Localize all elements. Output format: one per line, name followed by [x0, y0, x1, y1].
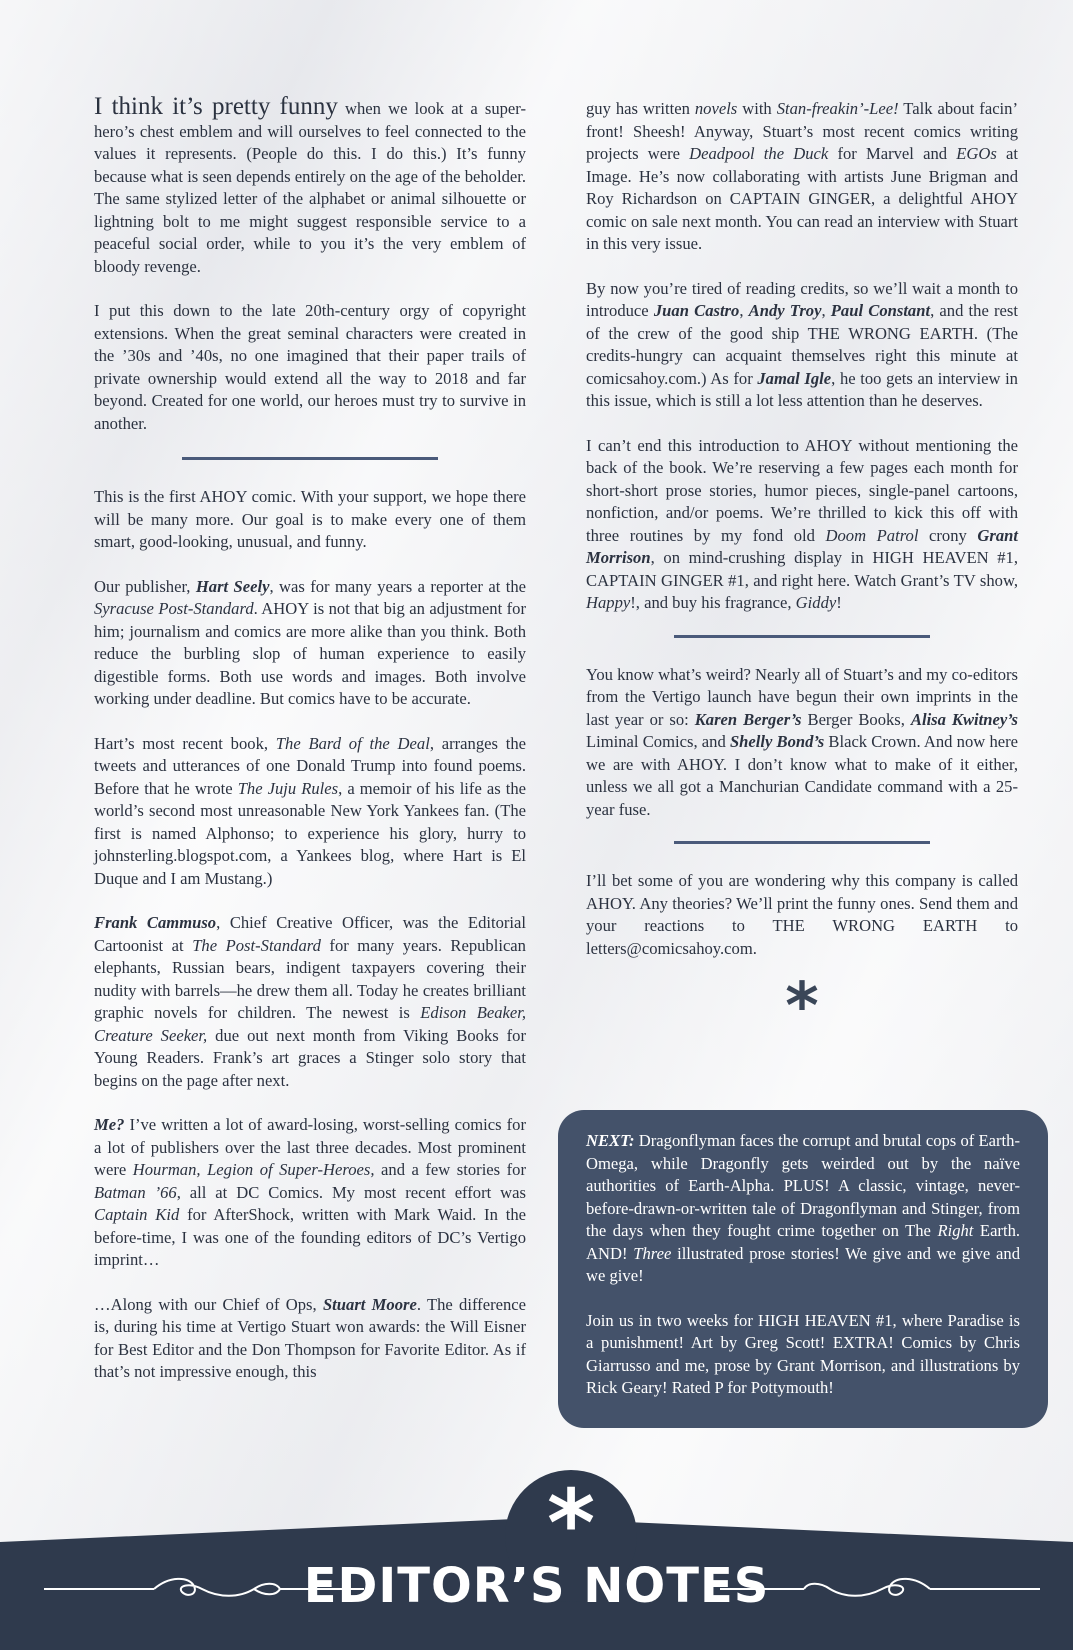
person-name: Alisa Kwitney’s	[910, 709, 1018, 729]
ahoy-name-paragraph: I’ll bet some of you are wondering why this company is called AHOY. Any theories? We’ll print the funny ones. Send them and your reactions to THE WRONG EARTH to letters@comicsahoy.com.	[586, 871, 1018, 958]
high-heaven-paragraph: Join us in two weeks for HIGH HEAVEN #1, where Paradise is a punishment! Art by Greg Scott! EXTRA! Comics by Chris Giarrusso and me, prose by Grant Morrison, and illustrations by Rick Geary! Rated P for Pottymouth!	[586, 1310, 1020, 1397]
text-span: Liminal Comics, and	[586, 732, 730, 751]
copyright-paragraph: I put this down to the late 20th-century orgy of copyright extensions. When the great seminal characters were created in the ’30s and ’40s, no one imagined that their paper trails of private ownership would extend all the way to 2018 and far beyond. Created for one world, our heroes must try to survive in another.	[94, 301, 526, 433]
book-title: Edison Beaker, Creature Seeker,	[94, 1003, 526, 1045]
publisher-paragraph	[94, 576, 526, 711]
emphasis: Stan-freakin’-Lee!	[776, 99, 899, 118]
text-span: Our publisher,	[94, 576, 196, 596]
text-span: . The difference is, during his time at Vertigo Stuart won awards: the Will Eisner for Best Editor and the Don Thompson for Favorite Editor. As if that’s not impressive enough, this	[94, 1294, 526, 1381]
emphasis: Three	[633, 1243, 672, 1263]
comic-title: EGOs	[956, 144, 997, 163]
text-span: with	[737, 99, 777, 118]
back-of-book-paragraph	[586, 435, 1018, 615]
text-span: at Image. He’s now collaborating with artists June Brigman and Roy Richardson on CAPTAIN GINGER, a delightful AHOY comic on sale next month. You can read an interview with Stuart in this very issue.	[586, 144, 1018, 253]
text-span: , Chief Creative Officer, was the Editorial Cartoonist at	[94, 913, 526, 955]
next-issue-box	[558, 1110, 1048, 1428]
intro-paragraph	[94, 93, 526, 278]
text-span: , was for many years a reporter at the	[269, 576, 526, 596]
text-span: , he too gets an interview in this issue, which is still a lot less attention than he deserves.	[586, 368, 1018, 410]
text-span: I’ve written a lot of award-losing, worst-selling comics for a lot of publishers over the last three decades. Most prominent were	[94, 1115, 526, 1179]
frank-paragraph	[94, 912, 526, 1092]
comic-title: Captain Kid	[94, 1205, 180, 1224]
person-name: Juan Castro	[653, 301, 740, 320]
page-title: EDITOR’S NOTES	[303, 1558, 770, 1614]
emphasis: Right	[937, 1221, 974, 1240]
text-span: , a memoir of his life as the world’s second most unreasonable New York Yankees fan. (The first is named Alphonso; to experience his glory, hurry to johnsterling.blogspot.com, a Yankees blog, where Hart is El Duque and I am Mustang.)	[94, 778, 527, 888]
footer-asterisk-icon: *	[546, 1470, 596, 1577]
person-name: Karen Berger’s	[694, 709, 802, 729]
text-span: By now you’re tired of reading credits, so we’ll wait a month to introduce	[586, 278, 1018, 320]
text-span: Talk about facin’ front! Sheesh! Anyway, Stuart’s most recent comics writing projects were	[586, 99, 1018, 163]
emphasis: Me?	[94, 1115, 125, 1134]
text-span: I can’t end this introduction to AHOY without mentioning the back of the book. We’re reserving a few pages each month for short-short prose stories, humor pieces, single-panel cartoons, nonfiction, and/or poems. We’re thrilled to kick this off with three routines by my fond old	[586, 435, 1018, 545]
text-span: , arranges the tweets and utterances of one Donald Trump into found poems. Before that he wrote	[94, 733, 526, 798]
left-column	[94, 93, 527, 1406]
credits-paragraph	[586, 278, 1018, 413]
text-span: guy has written	[586, 99, 695, 118]
intro-text: when we look at a super-hero’s chest emblem and will ourselves to feel connected to the values it represents. (People do this. I do this.) It’s funny because what is seen depends entirely on the age of the beholder. The same stylized letter of the alphabet or animal silhouette or lightning bolt to me might suggest responsible service to a peaceful social order, while to you it’s the very emblem of bloody revenge.	[94, 99, 526, 276]
book-title: The Bard of the Deal	[275, 733, 430, 753]
lead-in: I think it’s pretty funny	[94, 93, 338, 120]
person-name: Paul Constant	[830, 301, 931, 320]
vertigo-paragraph	[586, 664, 1018, 822]
next-label: NEXT:	[586, 1131, 635, 1150]
asterisk-ornament: *	[785, 970, 819, 1044]
show-title: Happy	[586, 593, 631, 612]
section-divider	[182, 457, 438, 460]
text-span: illustrated prose stories! We give and we give and we give!	[586, 1243, 1021, 1285]
text-span: Black Crown. And now here we are with AHOY. I don’t know what to make of it either, unless we all got a Manchurian Candidate command with a 25-year fuse.	[586, 732, 1019, 819]
product-name: Giddy	[795, 593, 837, 612]
stuart-continued-paragraph	[586, 98, 1018, 256]
person-name: Grant Morrison	[586, 525, 1018, 567]
text-span: . AHOY is not that big an adjustment for him; journalism and comics are more alike than you think. Both reduce the burbling slop of human experience to easily digestible forms. Both use words and images. Both involve working under deadline. But comics have to be accurate.	[94, 599, 526, 708]
text-span: crony	[918, 525, 978, 545]
text-span: ,	[739, 301, 749, 320]
publication-title: Syracuse Post-Standard	[94, 599, 254, 618]
comic-title: Batman ’66	[94, 1182, 177, 1202]
text-span: , on mind-crushing display in HIGH HEAVEN #1, CAPTAIN GINGER #1, and right here. Watch Grant’s TV show,	[586, 548, 1018, 590]
text-span: ,	[821, 301, 831, 320]
person-name: Stuart Moore	[322, 1294, 417, 1314]
emphasis: novels	[694, 99, 738, 118]
text-span: , and the rest of the crew of the good ship THE WRONG EARTH. (The credits-hungry can acquaint themselves right this minute at comicsahoy.com.) As for	[586, 301, 1018, 388]
text-span: for Marvel and	[828, 144, 957, 163]
text-span: for many years. Republican elephants, Russian bears, indigent taxpayers covering their nudity with barrels—he drew them all. Today he creates brilliant graphic novels for children. The newest is	[94, 935, 526, 1022]
person-name: Hart Seely	[195, 576, 270, 596]
hart-book-paragraph	[94, 733, 526, 891]
comic-title: Doom Patrol	[825, 525, 919, 545]
text-span: !, and buy his fragrance,	[630, 593, 796, 612]
stuart-paragraph	[94, 1294, 526, 1384]
text-span: !	[836, 593, 842, 612]
text-span: , all at DC Comics. My most recent effort was	[176, 1182, 526, 1202]
person-name: Jamal Igle	[757, 368, 832, 388]
text-span: …Along with our Chief of Ops,	[94, 1294, 323, 1314]
text-span: for AfterShock, written with Mark Waid. In the before-time, I was one of the founding editors of DC’s Vertigo imprint…	[94, 1205, 526, 1269]
person-name: Andy Troy	[748, 301, 822, 320]
text-span: Hart’s most recent book,	[94, 733, 276, 753]
publication-title: The Post-Standard	[192, 935, 321, 955]
comic-title: Deadpool the Duck	[689, 144, 829, 163]
comic-titles: Hourman, Legion of Super-Heroes,	[132, 1160, 375, 1179]
person-name: Frank Cammuso	[94, 913, 217, 932]
me-paragraph	[94, 1114, 526, 1272]
right-column	[586, 98, 1018, 1056]
first-comic-paragraph: This is the first AHOY comic. With your support, we hope there will be many more. Our goal is to make every one of them smart, good-looking, unusual, and funny.	[94, 487, 526, 551]
text-span: Dragonflyman faces the corrupt and brutal cops of Earth-Omega, while Dragonfly gets weirded out by the naïve authorities of Earth-Alpha. PLUS! A classic, vintage, never-before-drawn-or-written tale of Dragonflyman and Stinger, from the days when they fought crime together on The	[586, 1131, 1020, 1240]
book-title: The Juju Rules	[237, 778, 339, 798]
text-span: You know what’s weird? Nearly all of Stuart’s and my co-editors from the Vertigo launch have begun their own imprints in the last year or so:	[586, 664, 1018, 729]
text-span: Berger Books,	[801, 709, 911, 729]
section-divider	[674, 841, 930, 844]
next-issue-paragraph	[586, 1130, 1020, 1288]
text-span: due out next month from Viking Books for Young Readers. Frank’s art graces a Stinger solo story that begins on the page after next.	[94, 1025, 527, 1090]
text-span: and a few stories for	[374, 1160, 527, 1179]
section-divider	[674, 635, 930, 638]
person-name: Shelly Bond’s	[729, 732, 825, 751]
text-span: Earth. AND!	[586, 1221, 1021, 1263]
